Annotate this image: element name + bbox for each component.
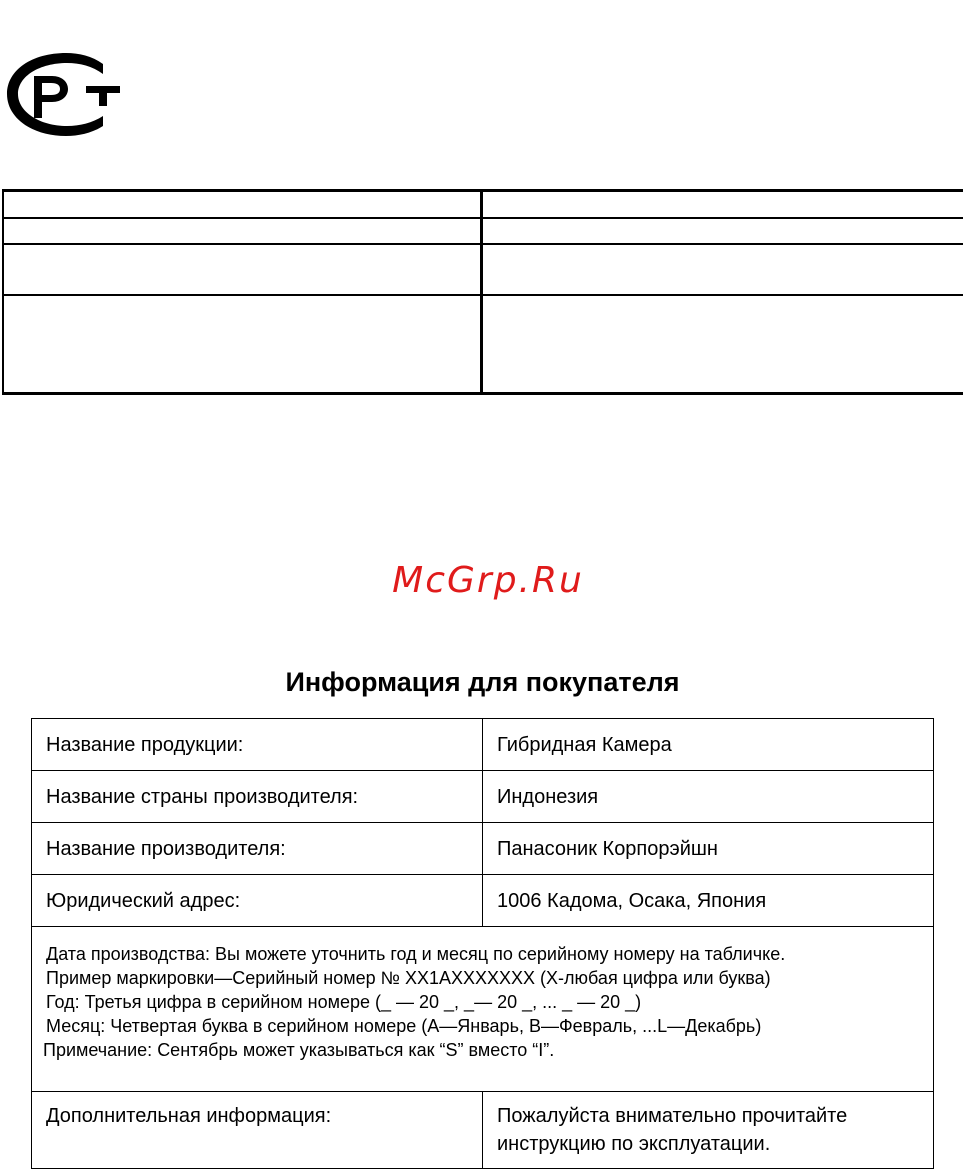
row-label: Название продукции: (32, 719, 483, 770)
table-row (32, 1092, 933, 1168)
row-label: Название страны производителя: (32, 771, 483, 822)
rst-certification-logo (4, 50, 122, 140)
row-value (483, 1092, 933, 1168)
note-line: Примечание: Сентябрь может указываться как “S” вместо “I”. (43, 1040, 555, 1060)
watermark: McGrp.Ru (392, 560, 584, 601)
row-value: Индонезия (497, 786, 599, 808)
row-value: Гибридная Камера (497, 734, 672, 756)
year-line: Год: Третья цифра в серийном номере (_ — 20 _, _— 20 _, ... _ — 20 _) (46, 992, 642, 1012)
row-label: Юридический адрес: (32, 875, 483, 926)
table-column-divider (480, 192, 483, 392)
table-row (32, 771, 933, 823)
row-value: 1006 Кадома, Осака, Япония (497, 890, 767, 912)
table-row (32, 823, 933, 875)
production-date-row (32, 927, 933, 1092)
row-label: Дополнительная информация: (32, 1092, 483, 1168)
page-title: Информация для покупателя (285, 667, 680, 697)
row-value-line: инструкцию по эксплуатации. (497, 1133, 771, 1155)
month-line: Месяц: Четвертая буква в серийном номере (A—Январь, B—Февраль, ...L—Декабрь) (46, 1016, 762, 1036)
empty-table (2, 189, 963, 395)
production-date-line: Дата производства: Вы можете уточнить год и месяц по серийному номеру на табличке. (46, 944, 786, 964)
rst-logo-graphic (4, 50, 122, 140)
row-label: Название производителя: (32, 823, 483, 874)
table-row (32, 719, 933, 771)
table-row (32, 875, 933, 927)
table-border-left (2, 192, 4, 392)
marking-example-line: Пример маркировки—Серийный номер № XX1AXXXXXXX (X-любая цифра или буква) (46, 968, 771, 988)
buyer-info-table (31, 718, 934, 1169)
row-value-line: Пожалуйста внимательно прочитайте (497, 1105, 848, 1127)
row-value: Панасоник Корпорэйшн (497, 838, 718, 860)
